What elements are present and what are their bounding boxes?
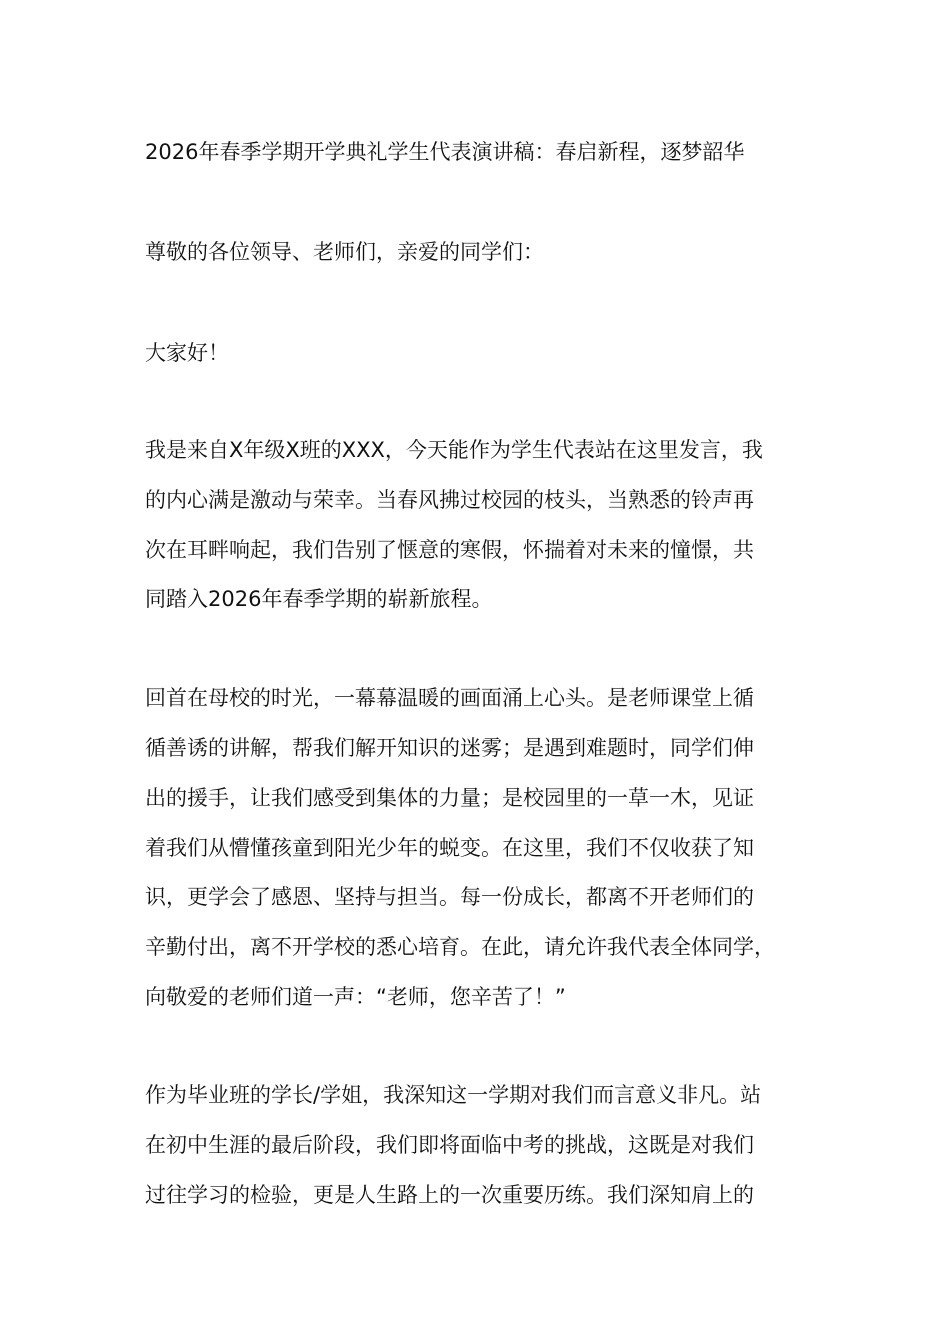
paragraph-line: 次在耳畔响起，我们告别了惬意的寒假，怀揣着对未来的憧憬，共 (145, 538, 754, 562)
paragraph-line: 识，更学会了感恩、坚持与担当。每一份成长，都离不开老师们的 (145, 885, 754, 909)
paragraph-line: 回首在母校的时光，一幕幕温暖的画面涌上心头。是老师课堂上循 (145, 686, 754, 710)
paragraph-line: 的内心满是激动与荣幸。当春风拂过校园的枝头，当熟悉的铃声再 (145, 488, 754, 512)
paragraph-line: 同踏入2026年春季学期的崭新旅程。 (145, 587, 493, 611)
paragraph-line: 过往学习的检验，更是人生路上的一次重要历练。我们深知肩上的 (145, 1183, 754, 1207)
salutation: 尊敬的各位领导、老师们，亲爱的同学们： (145, 240, 544, 264)
paragraph-line: 循善诱的讲解，帮我们解开知识的迷雾；是遇到难题时，同学们伸 (145, 736, 754, 760)
paragraph-line: 作为毕业班的学长/学姐，我深知这一学期对我们而言意义非凡。站 (145, 1083, 762, 1107)
document-title: 2026年春季学期开学典礼学生代表演讲稿：春启新程，逐梦韶华 (145, 140, 745, 164)
paragraph-line: 辛勤付出，离不开学校的悉心培育。在此，请允许我代表全体同学， (145, 935, 775, 959)
greeting: 大家好！ (145, 341, 229, 365)
paragraph-line: 出的援手，让我们感受到集体的力量；是校园里的一草一木，见证 (145, 786, 754, 810)
paragraph-line: 着我们从懵懂孩童到阳光少年的蜕变。在这里，我们不仅收获了知 (145, 836, 754, 860)
paragraph-line: 在初中生涯的最后阶段，我们即将面临中考的挑战，这既是对我们 (145, 1133, 754, 1157)
paragraph-line: 向敬爱的老师们道一声：“老师，您辛苦了！” (145, 985, 566, 1009)
paragraph-line: 我是来自X年级X班的XXX，今天能作为学生代表站在这里发言，我 (145, 438, 763, 462)
